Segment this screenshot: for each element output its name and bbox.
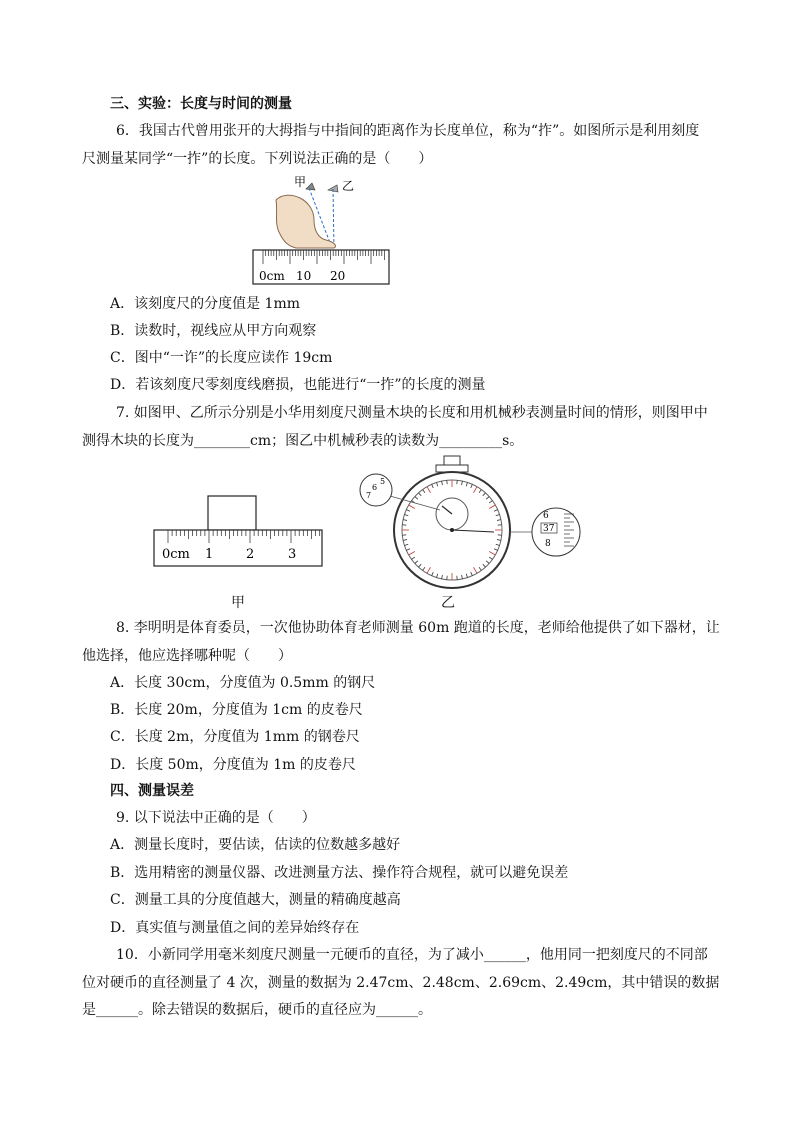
figure-caption-jia: 甲	[231, 595, 245, 611]
ruler-label-20: 20	[330, 269, 346, 283]
question-6-stem-line1: 6．我国古代曾用张开的大拇指与中指间的距离作为长度单位，称为“拃”。如图所示是利用刻度	[116, 123, 700, 139]
outer-mark-8: 8	[545, 539, 551, 549]
figure-caption-yi: 乙	[441, 595, 455, 611]
q9-option-c: C．测量工具的分度值越大，测量的精确度越高	[110, 892, 401, 908]
wooden-block	[208, 496, 256, 530]
sightline-yi	[333, 189, 334, 248]
q6-option-d: D．若该刻度尺零刻度线磨损，也能进行“一拃”的长度的测量	[110, 377, 486, 393]
q6-option-a: A．该刻度尺的分度值是 1mm	[110, 296, 301, 312]
label-jia: 甲	[294, 175, 307, 189]
ruler-label-10: 10	[296, 269, 312, 283]
outer-mark-6: 6	[543, 511, 549, 521]
section-title-experiment: 三、实验：长度与时间的测量	[110, 96, 292, 112]
question-10-line3: 是______。除去错误的数据后，硬币的直径应为______。	[82, 1002, 432, 1018]
q8-option-d: D．长度 50m，分度值为 1m 的皮卷尺	[110, 757, 356, 773]
question-10-line1: 10．小新同学用毫米刻度尺测量一元硬币的直径，为了减小______，他用同一把刻度尺的不同部	[116, 947, 708, 963]
question-10-line2: 位对硬币的直径测量了 4 次，测量的数据为 2.47cm、2.48cm、2.69cm、2.49cm，其中错误的数据	[82, 975, 720, 991]
question-9-stem: 9. 以下说法中正确的是（ ）	[116, 810, 316, 826]
question-8-stem-line2: 他选择，他应选择哪种呢（ ）	[82, 648, 292, 664]
stopwatch-stem	[436, 465, 468, 472]
hand-span-ruler-figure	[248, 172, 394, 288]
inner-mark-5: 5	[380, 477, 386, 486]
q6-option-b: B．读数时，视线应从甲方向观察	[110, 323, 317, 339]
ruler-label-0cm: 0cm	[259, 269, 285, 283]
q8-option-c: C．长度 2m，分度值为 1mm 的钢卷尺	[110, 729, 360, 745]
q8-option-b: B．长度 20m，分度值为 1cm 的皮卷尺	[110, 702, 363, 718]
section-title-error: 四、测量误差	[110, 783, 194, 799]
ruler-label-0cm: 0cm	[162, 547, 190, 562]
question-8-stem-line1: 8. 李明明是体育委员，一次他协助体育老师测量 60m 跑道的长度，老师给他提供了如下器材，让	[116, 620, 720, 636]
block-ruler-figure	[150, 492, 326, 572]
ruler-label-3: 3	[288, 547, 297, 562]
question-6-stem-line2: 尺测量某同学“一拃”的长度。下列说法正确的是（ ）	[82, 151, 433, 167]
ruler-label-1: 1	[205, 547, 214, 562]
q8-option-a: A．长度 30cm，分度值为 0.5mm 的钢尺	[110, 675, 376, 691]
question-7-stem-line2: 测得木块的长度为________cm；图乙中机械秒表的读数为_________s。	[82, 433, 524, 449]
inner-mark-6: 6	[372, 483, 378, 492]
inner-mark-7: 7	[366, 491, 372, 500]
q9-option-b: B．选用精密的测量仪器、改进测量方法、操作符合规程，就可以避免误差	[110, 865, 569, 881]
q6-option-c: C．图中“一诈”的长度应读作 19cm	[110, 350, 333, 366]
dial-center	[450, 528, 454, 532]
stopwatch-figure	[358, 454, 584, 592]
eye-jia-icon	[306, 183, 315, 190]
outer-mark-37: 37	[543, 524, 555, 534]
hand-drawing	[276, 195, 336, 248]
label-yi: 乙	[342, 179, 355, 193]
question-7-stem-line1: 7. 如图甲、乙所示分别是小华用刻度尺测量木块的长度和用机械秒表测量时间的情形，则图甲中	[116, 405, 708, 421]
q9-option-a: A．测量长度时，要估读，估读的位数越多越好	[110, 837, 401, 853]
q9-option-d: D．真实值与测量值之间的差异始终存在	[110, 920, 360, 936]
ruler-label-2: 2	[246, 547, 255, 562]
